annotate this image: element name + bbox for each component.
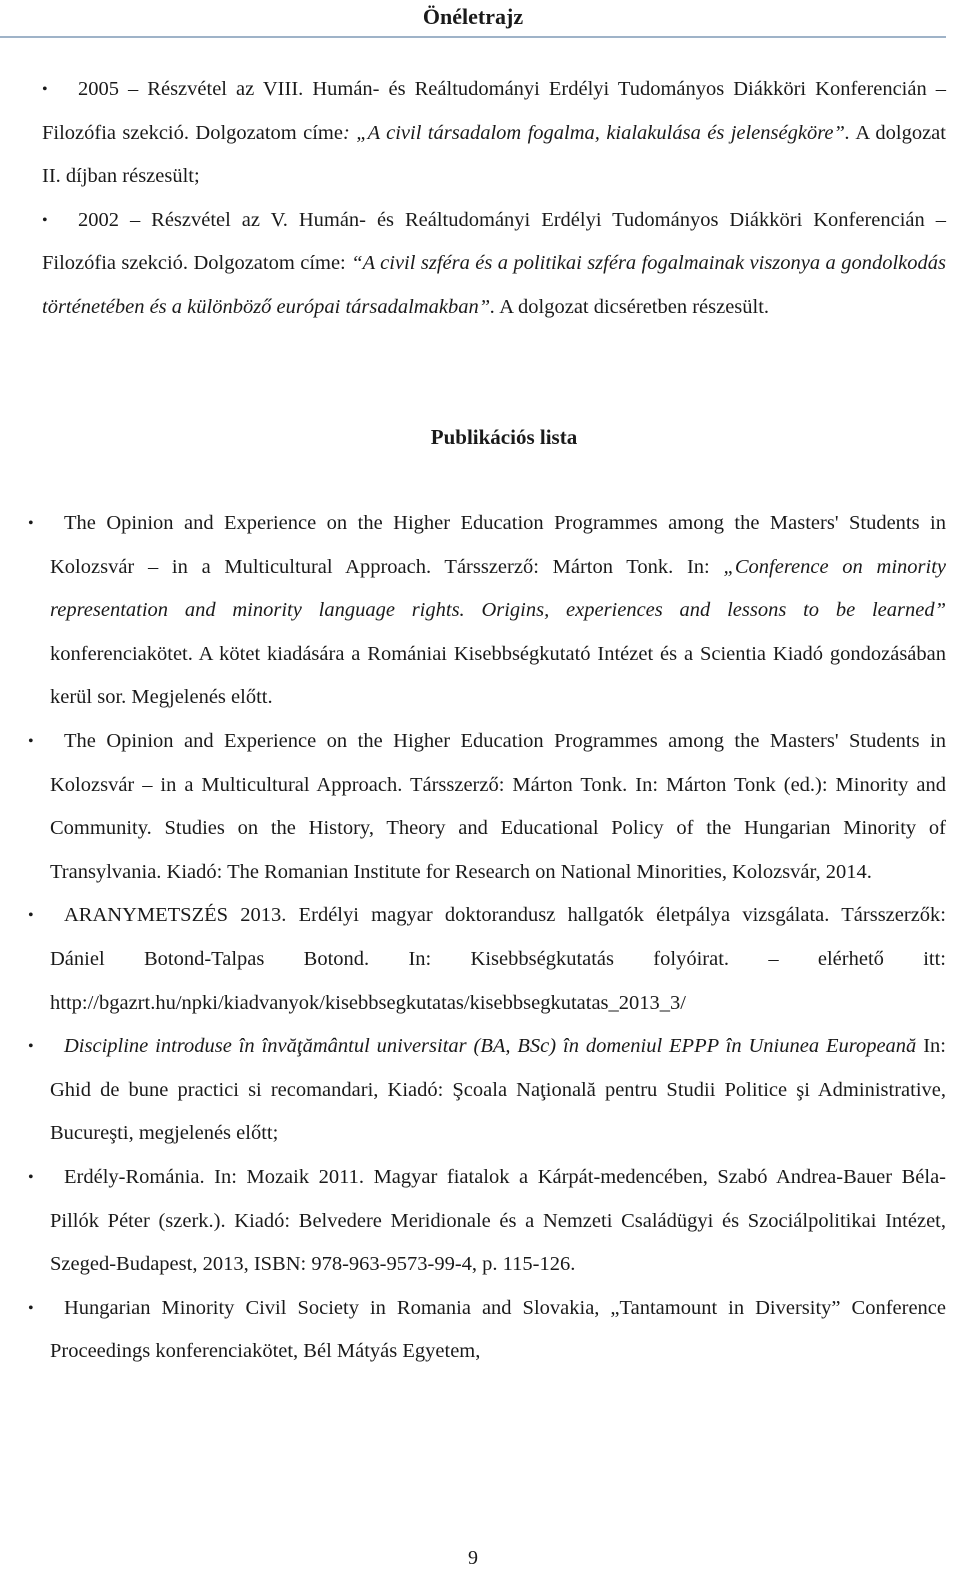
- item-text: Hungarian Minority Civil Society in Romania and Slovakia, „Tantamount in Diversity” Conference Proceedings konferenciakötet, Bél Mátyás Egyetem,: [50, 1296, 946, 1363]
- item-text-end: A dolgozat dicséretben részesült.: [495, 295, 770, 318]
- item-text: ARANYMETSZÉS 2013. Erdélyi magyar doktorandusz hallgatók életpálya vizsgálata. Társszerzők: Dániel Botond-Talpas Botond. In: Kisebbségkutatás folyóirat. – elérhető itt: http://bgazrt.hu/npki/kiadvanyok/kisebbsegkutatas/kisebbsegkutatas_2013_3/: [50, 904, 946, 1014]
- item-text-end: In: Ghid de bune practici si recomandari, Kiadó: Şcoala Naţională pentru Studii Politice şi Administrative, Bucureşti, megjelenés előtt;: [50, 1035, 946, 1145]
- section-heading: Publikációs lista: [430, 425, 578, 449]
- item-italic-text: : „A civil társadalom fogalma, kialakulása és jelenségköre”.: [342, 121, 851, 144]
- list-item: [28, 502, 946, 720]
- item-text: Erdély-Románia. In: Mozaik 2011. Magyar fiatalok a Kárpát-medencében, Szabó Andrea-Bauer Béla-Pillók Péter (szerk.). Kiadó: Belvedere Meridionale és a Nemzeti Családügyi és Szociálpolitikai Intézet, Szeged-Budapest, 2013, ISBN: 978-963-9573-99-4, p. 115-126.: [50, 1165, 946, 1276]
- list-item: [42, 68, 946, 199]
- item-text: 2002 – Részvétel az V. Humán- és Reáltudományi Erdélyi Tudományos Diákköri Konferencián – Filozófia szekció. Dolgozatom címe:: [42, 208, 946, 275]
- item-italic-text: “A civil szféra és a politikai szféra fogalmainak viszonya a gondolkodás történetében és a különböző európai társadalmakban”.: [42, 252, 946, 318]
- item-text-end: konferenciakötet. A kötet kiadására a Romániai Kisebbségkutató Intézet és a Scientia Kiadó gondozásában kerül sor. Megjelenés előtt.: [50, 642, 946, 709]
- bullet-icon: •: [28, 1299, 34, 1317]
- publication-list: [28, 502, 946, 1374]
- list-item: [42, 199, 946, 330]
- page-header-title: Önéletrajz: [422, 4, 524, 29]
- bullet-icon: •: [42, 81, 48, 98]
- item-text: The Opinion and Experience on the Higher Education Programmes among the Masters' Students in Kolozsvár – in a Multicultural Approach. Társszerző: Márton Tonk. In: Márton Tonk (ed.): Minority and Community. Studies on the History, Theory and Educational Policy of the Hungarian Minority of Transylvania. Kiadó: The Romanian Institute for Research on National Minorities, Kolozsvár, 2014.: [50, 729, 946, 883]
- item-text-end: A dolgozat II. díjban részesült;: [42, 121, 946, 188]
- bullet-icon: •: [28, 732, 34, 750]
- bullet-icon: •: [28, 1038, 34, 1056]
- item-italic-text: „Conference on minority representation and minority language rights. Origins, experiences and lessons to be learned”: [50, 555, 946, 622]
- item-text: The Opinion and Experience on the Higher Education Programmes among the Masters' Students in Kolozsvár – in a Multicultural Approach. Társszerző: Márton Tonk. In:: [50, 512, 946, 578]
- conference-list: [42, 68, 946, 330]
- bullet-icon: •: [28, 515, 34, 532]
- item-italic-text: Discipline introduse în învăţământul universitar (BA, BSc) în domeniul EPPP în Uniunea Europeană: [64, 1035, 917, 1058]
- list-item: [28, 894, 946, 1025]
- list-item: [28, 1156, 946, 1287]
- bullet-icon: •: [28, 1168, 34, 1186]
- bullet-icon: •: [42, 211, 48, 229]
- list-item: [28, 720, 946, 894]
- page-number: 9: [468, 1547, 478, 1569]
- list-item: [28, 1287, 946, 1374]
- header-divider: [0, 36, 946, 38]
- bullet-icon: •: [28, 907, 34, 925]
- item-text: 2005 – Részvétel az VIII. Humán- és Reáltudományi Erdélyi Tudományos Diákköri Konferencián – Filozófia szekció. Dolgozatom címe: [42, 78, 946, 144]
- list-item: [28, 1025, 946, 1156]
